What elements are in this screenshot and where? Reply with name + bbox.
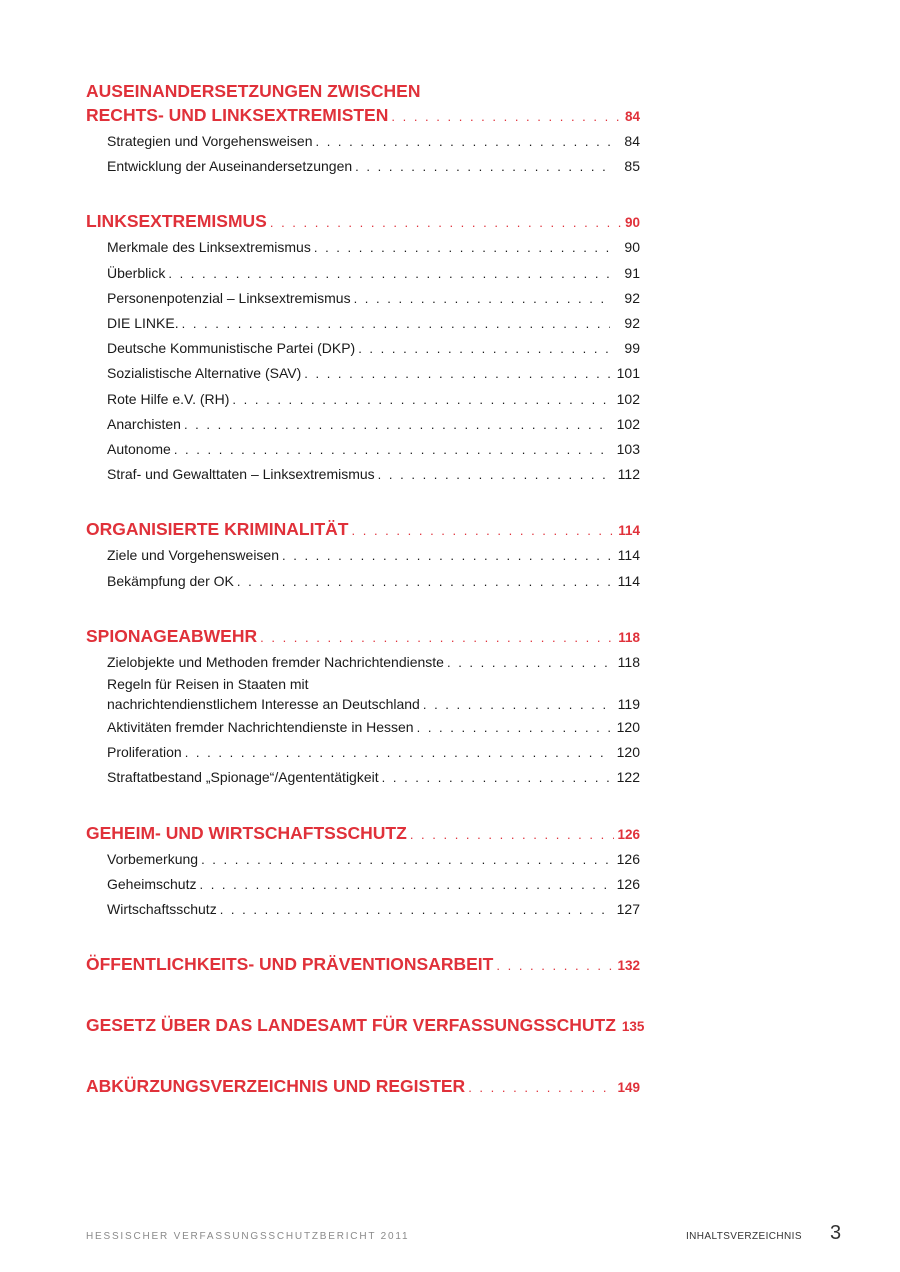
- toc-item-page: 102: [616, 415, 640, 432]
- section-page-number: 149: [617, 1080, 640, 1096]
- toc-section-geheim-wirtschaftsschutz: [86, 821, 640, 923]
- toc-item-label: Strategien und Vorgehensweisen: [107, 133, 313, 149]
- toc-item-multiline[interactable]: [107, 675, 640, 715]
- footer-publication-title: HESSISCHER VERFASSUNGSSCHUTZBERICHT 2011: [86, 1231, 410, 1242]
- section-title-line1: AUSEINANDERSETZUNGEN ZWISCHEN: [86, 81, 421, 101]
- toc-item[interactable]: [107, 261, 640, 286]
- toc-item-page: 85: [624, 158, 640, 175]
- toc-item[interactable]: [107, 129, 640, 154]
- dot-leader: [352, 519, 616, 543]
- dot-leader: [315, 130, 610, 154]
- section-page-number: 135: [621, 1019, 645, 1035]
- toc-item-label: Bekämpfung der OK: [107, 572, 234, 589]
- dot-leader: [199, 873, 610, 897]
- toc-section-spionageabwehr: [86, 624, 640, 791]
- dot-leader: [282, 544, 610, 568]
- toc-item[interactable]: [107, 387, 640, 412]
- dot-leader: [417, 716, 610, 740]
- toc-item-page: 120: [616, 719, 640, 736]
- dot-leader: [378, 463, 610, 487]
- dot-leader: [304, 362, 610, 386]
- dot-leader: [354, 287, 610, 311]
- section-page-number: 84: [624, 109, 640, 124]
- toc-item[interactable]: [107, 765, 640, 790]
- dot-leader: [168, 262, 610, 286]
- section-title: ORGANISIERTE KRIMINALITÄT: [86, 519, 349, 540]
- toc-item-page: 114: [617, 547, 640, 564]
- dot-leader: [314, 236, 610, 260]
- toc-item[interactable]: [107, 154, 640, 179]
- toc-section-abkuerzungsverzeichnis: [86, 1074, 640, 1100]
- toc-item[interactable]: [107, 543, 640, 568]
- table-of-contents: [86, 79, 645, 1135]
- toc-item-page: 92: [624, 289, 640, 306]
- toc-item-label: Anarchisten: [107, 415, 181, 432]
- toc-item-page: 118: [617, 653, 640, 670]
- section-title-row[interactable]: [86, 624, 640, 650]
- toc-item[interactable]: [107, 437, 640, 462]
- toc-item[interactable]: [107, 361, 640, 386]
- toc-item-page: 114: [617, 572, 640, 589]
- toc-item-page: 120: [616, 744, 640, 761]
- toc-item-label: Überblick: [107, 264, 166, 281]
- section-title[interactable]: [86, 79, 640, 103]
- toc-item[interactable]: [107, 715, 640, 740]
- toc-item-page: 112: [617, 466, 640, 483]
- toc-item-page: 91: [624, 264, 640, 281]
- section-title: GEHEIM- UND WIRTSCHAFTSSCHUTZ: [86, 822, 407, 843]
- section-title-row[interactable]: [86, 1013, 645, 1039]
- section-title-row[interactable]: [86, 103, 640, 129]
- toc-item-label: Deutsche Kommunistische Partei (DKP): [107, 340, 356, 357]
- section-title-row[interactable]: [86, 209, 640, 235]
- dot-leader: [270, 211, 622, 235]
- section-title: SPIONAGEABWEHR: [86, 625, 258, 646]
- toc-section-rechts-links: [86, 79, 640, 179]
- section-title-row[interactable]: [86, 517, 640, 543]
- section-page-number: 132: [617, 958, 640, 974]
- toc-item[interactable]: [107, 847, 640, 872]
- toc-item-label: Autonome: [107, 441, 171, 458]
- toc-item[interactable]: [107, 872, 640, 897]
- dot-leader: [184, 413, 610, 437]
- toc-item[interactable]: [107, 235, 640, 260]
- toc-item-label: Zielobjekte und Methoden fremder Nachrichtendienste: [107, 653, 444, 670]
- section-page-number: 118: [618, 629, 640, 645]
- section-page-number: 126: [617, 826, 640, 842]
- section-page-number: 114: [618, 523, 640, 539]
- section-title-line2: RECHTS- UND LINKSEXTREMISTEN: [86, 105, 389, 125]
- dot-leader: [423, 695, 610, 715]
- toc-item[interactable]: [107, 740, 640, 765]
- toc-item-page: 103: [616, 441, 640, 458]
- toc-item[interactable]: [107, 286, 640, 311]
- toc-item-label: Entwicklung der Auseinandersetzungen: [107, 158, 353, 175]
- toc-item-page: 127: [616, 901, 640, 918]
- dot-leader: [447, 651, 610, 675]
- toc-item-page: 101: [616, 365, 640, 382]
- toc-item-page: 90: [624, 239, 640, 256]
- toc-item-label-line2: nachrichtendienstlichem Interesse an Deutschland: [107, 696, 420, 713]
- dot-leader: [358, 337, 610, 361]
- section-page-number: 90: [624, 215, 640, 231]
- dot-leader: [410, 823, 615, 847]
- toc-item-label: Geheimschutz: [107, 875, 197, 892]
- toc-section-gesetz-lfv: [86, 1013, 645, 1039]
- toc-section-linksextremismus: [86, 209, 640, 487]
- toc-item-page: 119: [617, 696, 640, 713]
- toc-item[interactable]: [107, 462, 640, 487]
- toc-item[interactable]: [107, 569, 640, 594]
- toc-item-label: Personenpotenzial – Linksextremismus: [107, 289, 351, 306]
- toc-item-label: Sozialistische Alternative (SAV): [107, 365, 302, 382]
- toc-item-page: 126: [616, 875, 640, 892]
- toc-item-label: Merkmale des Linksextremismus: [107, 239, 311, 256]
- section-title: ABKÜRZUNGSVERZEICHNIS UND REGISTER: [86, 1076, 466, 1097]
- toc-section-organisierte-kriminalitaet: [86, 517, 640, 593]
- section-title-row[interactable]: [86, 1074, 640, 1100]
- toc-item-label-line1: Regeln für Reisen in Staaten mit: [107, 676, 309, 693]
- toc-item-page: 92: [624, 315, 640, 332]
- dot-leader: [391, 105, 622, 129]
- toc-item-label: Straftatbestand „Spionage“/Agententätigkeit: [107, 769, 379, 786]
- dot-leader: [182, 312, 610, 336]
- toc-item-label: Rote Hilfe e.V. (RH): [107, 390, 230, 407]
- dot-leader: [232, 388, 610, 412]
- dot-leader: [260, 626, 615, 650]
- toc-item-page: 99: [624, 340, 640, 357]
- toc-item-label: Vorbemerkung: [107, 850, 199, 867]
- footer-section-label: INHALTSVERZEICHNIS: [686, 1231, 802, 1242]
- section-title: ÖFFENTLICHKEITS- UND PRÄVENTIONSARBEIT: [86, 954, 494, 975]
- dot-leader: [382, 766, 610, 790]
- toc-item-label: Aktivitäten fremder Nachrichtendienste in Hessen: [107, 719, 414, 736]
- toc-item[interactable]: [107, 412, 640, 437]
- section-title: LINKSEXTREMISMUS: [86, 211, 267, 232]
- toc-item[interactable]: [107, 336, 640, 361]
- toc-section-oeffentlichkeitsarbeit: [86, 952, 640, 978]
- section-title: GESETZ ÜBER DAS LANDESAMT FÜR VERFASSUNGSSCHUTZ: [86, 1015, 616, 1036]
- dot-leader: [468, 1076, 614, 1100]
- dot-leader: [496, 954, 614, 978]
- dot-leader: [201, 848, 610, 872]
- toc-item-label: Wirtschaftsschutz: [107, 901, 217, 918]
- toc-item-page: 102: [616, 390, 640, 407]
- toc-item-label: Straf- und Gewalttaten – Linksextremismus: [107, 466, 375, 483]
- dot-leader: [174, 438, 610, 462]
- section-title-row[interactable]: [86, 952, 640, 978]
- toc-item-page: 122: [616, 769, 640, 786]
- section-title-row[interactable]: [86, 821, 640, 847]
- toc-item-page: 126: [616, 850, 640, 867]
- toc-item-label: Ziele und Vorgehensweisen: [107, 547, 280, 564]
- toc-item[interactable]: [107, 650, 640, 675]
- toc-item-label: Proliferation: [107, 744, 182, 761]
- dot-leader: [185, 741, 610, 765]
- toc-item-page: 84: [624, 133, 640, 149]
- toc-item[interactable]: [107, 897, 640, 922]
- toc-item[interactable]: [107, 311, 640, 336]
- dot-leader: [355, 155, 610, 179]
- toc-item-label: DIE LINKE.: [107, 315, 179, 332]
- page-number: 3: [830, 1222, 842, 1244]
- dot-leader: [220, 898, 610, 922]
- dot-leader: [237, 570, 610, 594]
